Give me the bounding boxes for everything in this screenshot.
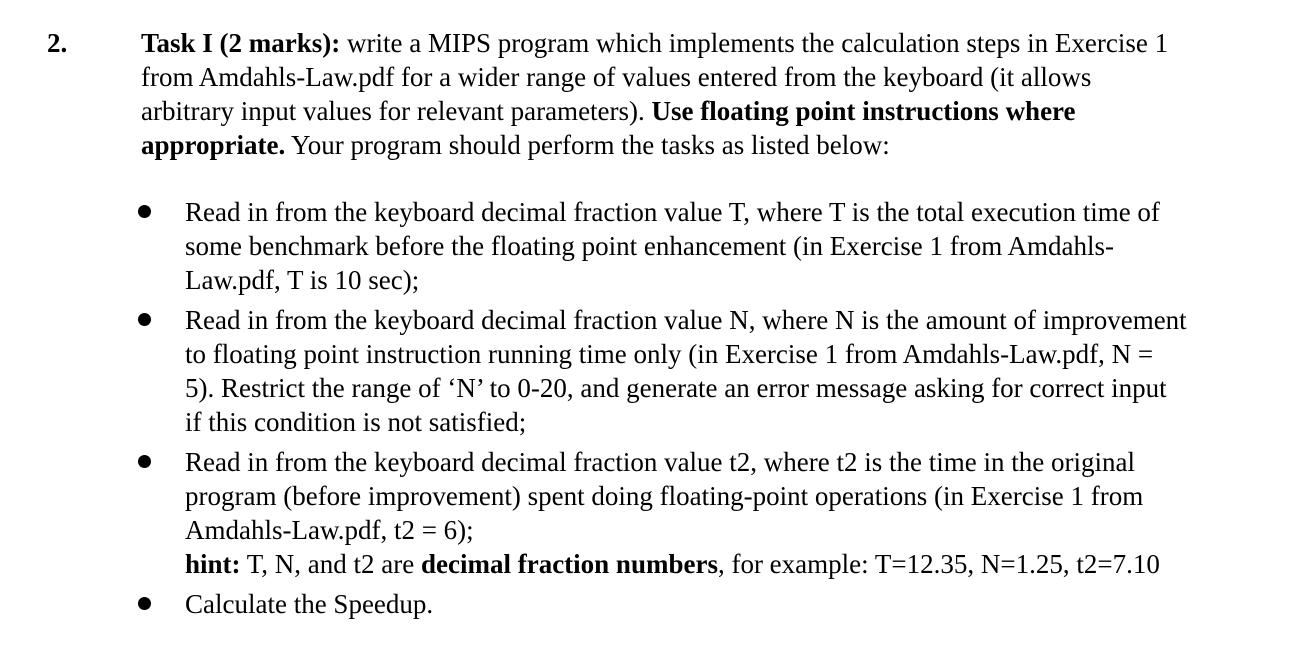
bullet-line: program (before improvement) spent doing floating-point operations (in Exercise 1 from <box>185 481 1144 511</box>
hint-text-2: , for example: T=12.35, N=1.25, t2=7.10 <box>717 549 1160 579</box>
task-emphasis-1: Use floating point instructions where <box>651 96 1076 126</box>
hint-line <box>185 547 1187 581</box>
hint-text-1: T, N, and t2 are <box>240 549 421 579</box>
bullet-line: Read in from the keyboard decimal fraction value t2, where t2 is the time in the original <box>185 447 1135 477</box>
task-line-4 <box>141 128 1301 162</box>
task-line-1 <box>141 26 1301 60</box>
bullet-read-n <box>0 303 1187 439</box>
bullet-line: Calculate the Speedup. <box>185 589 434 619</box>
hint-emphasis: decimal fraction numbers <box>420 549 718 579</box>
bullet-calculate-speedup <box>0 587 1187 621</box>
task-text-1: write a MIPS program which implements the calculation steps in Exercise 1 <box>340 28 1169 58</box>
task-bullet-list <box>0 195 1187 621</box>
bullet-line: Read in from the keyboard decimal fraction value N, where N is the amount of improvement <box>185 305 1187 335</box>
hint-label: hint: <box>185 549 241 579</box>
task-heading: Task I (2 marks): <box>141 28 341 58</box>
task-line-3 <box>141 94 1301 128</box>
bullet-icon <box>138 455 151 468</box>
bullet-line: some benchmark before the floating point enhancement (in Exercise 1 from Amdahls- <box>185 231 1114 261</box>
bullet-line: if this condition is not satisfied; <box>185 407 527 437</box>
bullet-line: Amdahls-Law.pdf, t2 = 6); <box>185 515 474 545</box>
bullet-line: Law.pdf, T is 10 sec); <box>185 265 420 295</box>
task-emphasis-2: appropriate. <box>141 130 286 160</box>
task-line-2: from Amdahls-Law.pdf for a wider range of values entered from the keyboard (it allows <box>141 62 1092 92</box>
item-number: 2. <box>47 28 68 58</box>
bullet-icon <box>138 313 151 326</box>
task-text-3: arbitrary input values for relevant parameters). <box>141 96 652 126</box>
bullet-icon <box>138 597 151 610</box>
bullet-read-t2 <box>0 445 1187 581</box>
bullet-line: Read in from the keyboard decimal fraction value T, where T is the total execution time of <box>185 197 1160 227</box>
task-tail: Your program should perform the tasks as listed below: <box>285 130 890 160</box>
bullet-line: to floating point instruction running time only (in Exercise 1 from Amdahls-Law.pdf, N = <box>185 339 1154 369</box>
bullet-line: 5). Restrict the range of ‘N’ to 0-20, and generate an error message asking for correct input <box>185 373 1167 403</box>
bullet-read-t <box>0 195 1187 297</box>
bullet-icon <box>138 205 151 218</box>
task-description <box>141 26 1301 162</box>
